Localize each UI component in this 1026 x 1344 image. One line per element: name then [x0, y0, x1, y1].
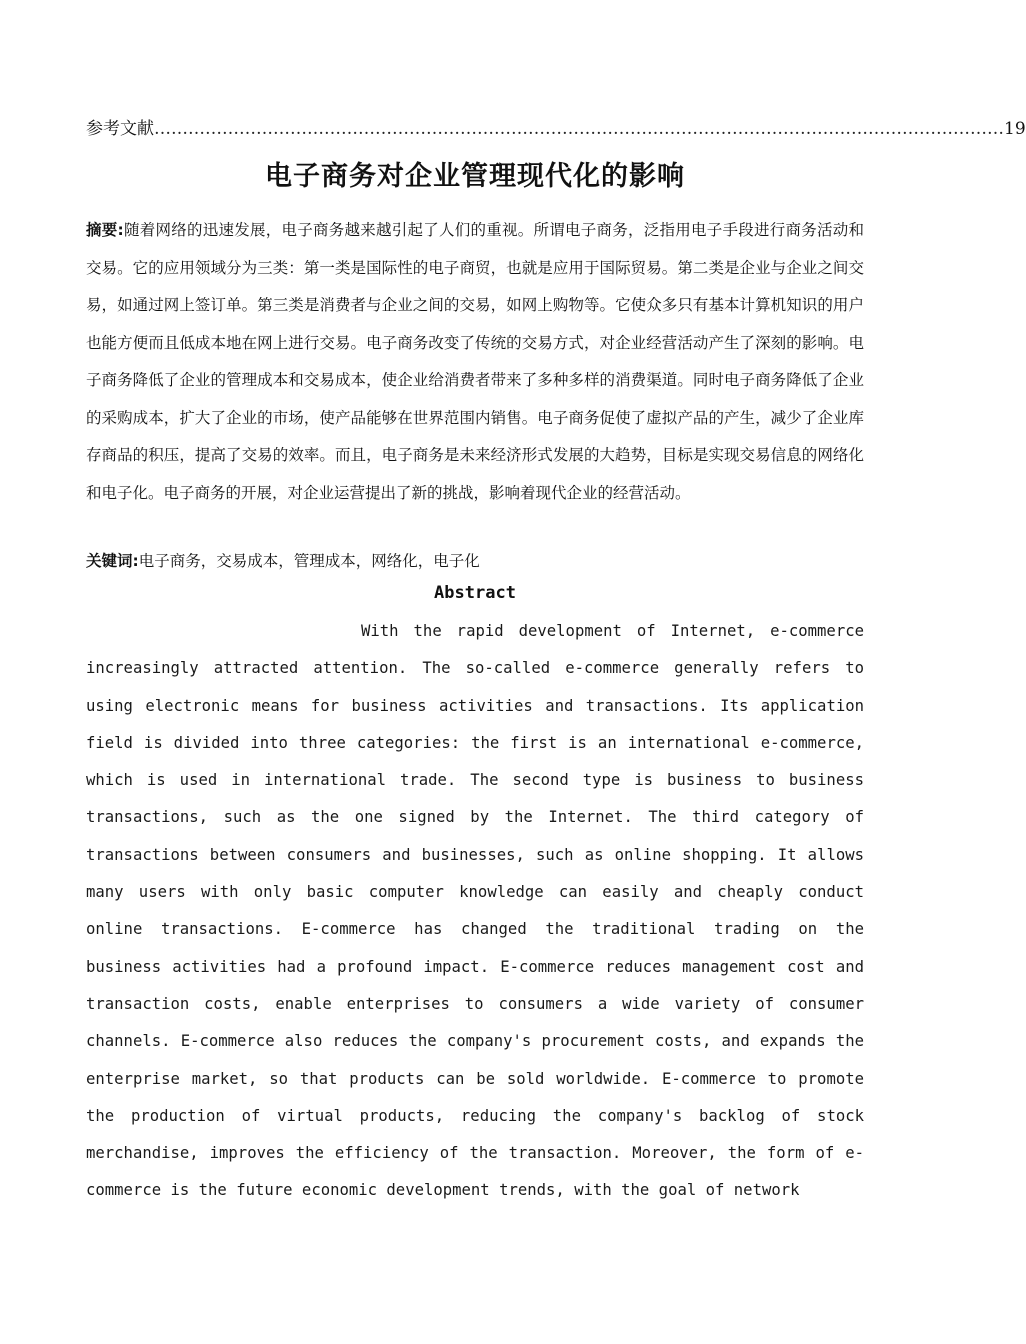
- chinese-abstract-text: 随着网络的迅速发展，电子商务越来越引起了人们的重视。所谓电子商务，泛指用电子手段进行商务活动和交易。它的应用领域分为三类：第一类是国际性的电子商贸，也就是应用于国际贸易。第二类是企业与企业之间交易，如通过网上签订单。第三类是消费者与企业之间的交易，如网上购物等。它使众多只有基本计算机知识的用户也能方便而且低成本地在网上进行交易。电子商务改变了传统的交易方式，对企业经营活动产生了深刻的影响。电子商务降低了企业的管理成本和交易成本，使企业给消费者带来了多种多样的消费渠道。同时电子商务降低了企业的采购成本，扩大了企业的市场，使产品能够在世界范围内销售。电子商务促使了虚拟产品的产生，减少了企业库存商品的积压，提高了交易的效率。而且，电子商务是未来经济形式发展的大趋势，目标是实现交易信息的网络化和电子化。电子商务的开展，对企业运营提出了新的挑战，影响着现代企业的经营活动。: [86, 221, 864, 502]
- toc-entry-references: [86, 114, 1026, 140]
- keywords-text: 电子商务，交易成本，管理成本，网络化，电子化: [138, 552, 480, 570]
- keywords-line: [86, 547, 864, 575]
- toc-dot-leader: ……………………………………………………………………………………………………………………………………: [154, 119, 1004, 139]
- english-abstract-heading: Abstract: [434, 583, 516, 603]
- keywords-label: 关键词:: [86, 552, 139, 570]
- chinese-abstract-label: 摘要:: [86, 221, 124, 239]
- toc-entry-label: 参考文献: [86, 119, 154, 139]
- toc-page-number: 19: [1004, 119, 1026, 139]
- english-abstract-text: With the rapid development of Internet, e-commerce increasingly attracted attention. The so-called e-commerce generally refers to using electronic means for business activities and transactions. Its application field is divided into three categories: the first is an international e-commerce, which is used in international trade. The second type is business to business transactions, such as the one signed by the Internet. The third category of transactions between consumers and businesses, such as online shopping. It allows many users with only basic computer knowledge can easily and cheaply conduct online transactions. E-commerce has changed the traditional trading on the business activities had a profound impact. E-commerce reduces management cost and transaction costs, enable enterprises to consumers a wide variety of consumer channels. E-commerce also reduces the company's procurement costs, and expands the enterprise market, so that products can be sold worldwide. E-commerce to promote the production of virtual products, reducing the company's backlog of stock merchandise, improves the efficiency of the transaction. Moreover, the form of e-commerce is the future economic development trends, with the goal of network: [86, 622, 864, 1200]
- chinese-abstract: [86, 212, 864, 512]
- document-title: 电子商务对企业管理现代化的影响: [265, 161, 685, 192]
